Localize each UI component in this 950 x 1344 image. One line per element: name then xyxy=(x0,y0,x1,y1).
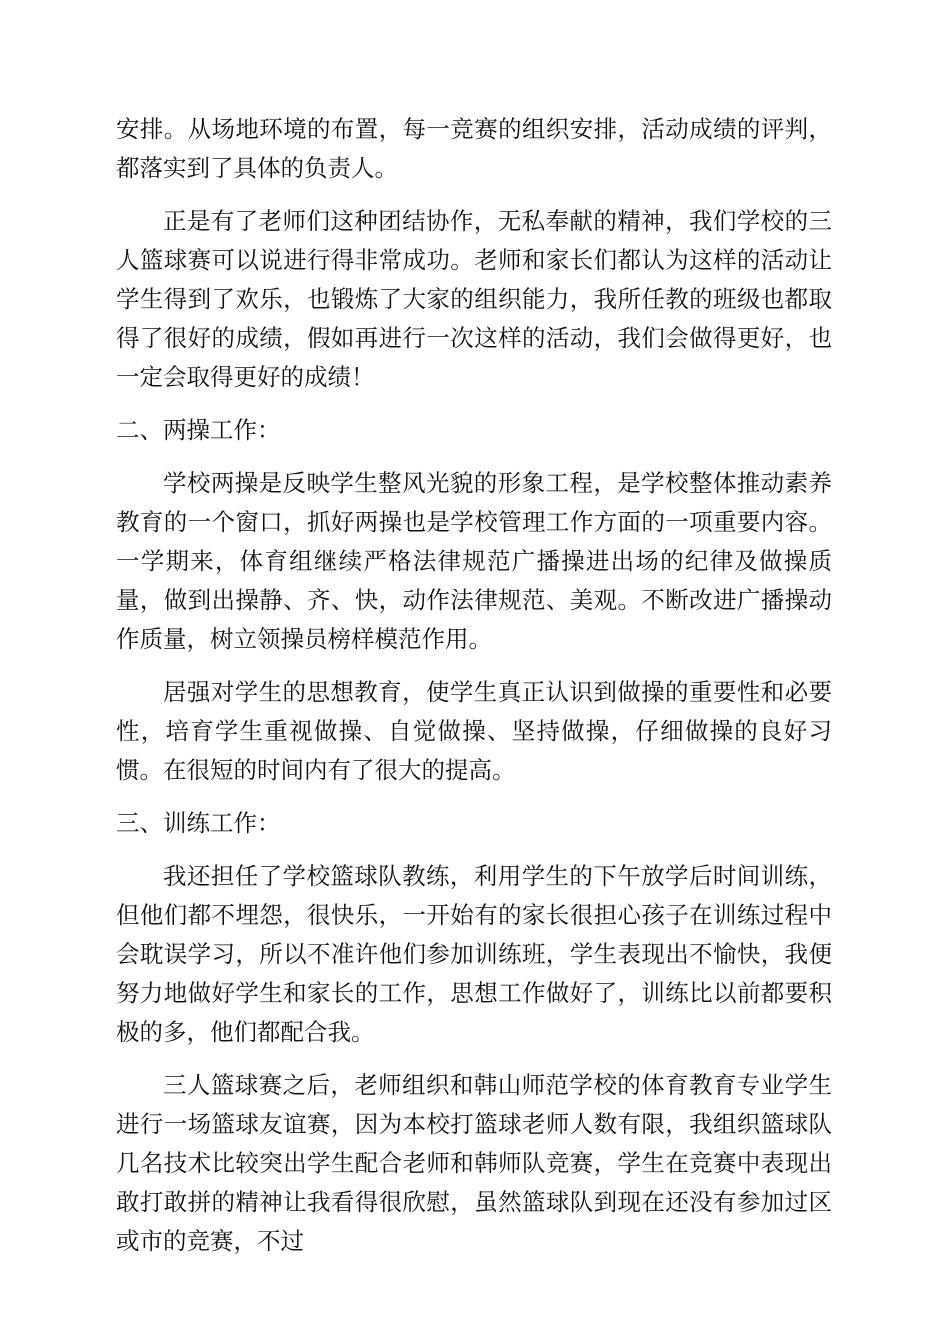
paragraph-6: 三人篮球赛之后，老师组织和韩山师范学校的体育教育专业学生进行一场篮球友谊赛，因为本校打篮球老师人数有限，我组织篮球队几名技术比较突出学生配合老师和韩师队竞赛，学生在竞赛中表现出敢打敢拼的精神让我看得很欣慰，虽然篮球队到现在还没有参加过区或市的竞赛，不过 xyxy=(116,1071,832,1255)
paragraph-1: 安排。从场地环境的布置，每一竞赛的组织安排，活动成绩的评判，都落实到了具体的负责人。 xyxy=(116,115,832,182)
paragraph-4: 居强对学生的思想教育，使学生真正认识到做操的重要性和必要性，培育学生重视做操、自觉做操、坚持做操，仔细做操的良好习惯。在很短的时间内有了很大的提高。 xyxy=(116,678,832,784)
paragraph-2: 正是有了老师们这种团结协作，无私奉献的精神，我们学校的三人篮球赛可以说进行得非常成功。老师和家长们都认为这样的活动让学生得到了欢乐，也锻炼了大家的组织能力，我所任教的班级也都取得了很好的成绩，假如再进行一次这样的活动，我们会做得更好，也一定会取得更好的成绩！ xyxy=(116,207,832,391)
document-page xyxy=(116,110,832,1261)
section-heading-two: 二、两操工作： xyxy=(116,416,281,444)
section-heading-three: 三、训练工作： xyxy=(116,809,281,837)
paragraph-5: 我还担任了学校篮球队教练，利用学生的下午放学后时间训练，但他们都不埋怨，很快乐，一开始有的家长很担心孩子在训练过程中会耽误学习，所以不准许他们参加训练班，学生表现出不愉快，我便努力地做好学生和家长的工作，思想工作做好了，训练比以前都要积极的多，他们都配合我。 xyxy=(116,862,832,1046)
paragraph-3: 学校两操是反映学生整风光貌的形象工程，是学校整体推动素养教育的一个窗口，抓好两操也是学校管理工作方面的一项重要内容。一学期来，体育组继续严格法律规范广播操进出场的纪律及做操质量，做到出操静、齐、快，动作法律规范、美观。不断改进广播操动作质量，树立领操员榜样模范作用。 xyxy=(116,469,832,653)
